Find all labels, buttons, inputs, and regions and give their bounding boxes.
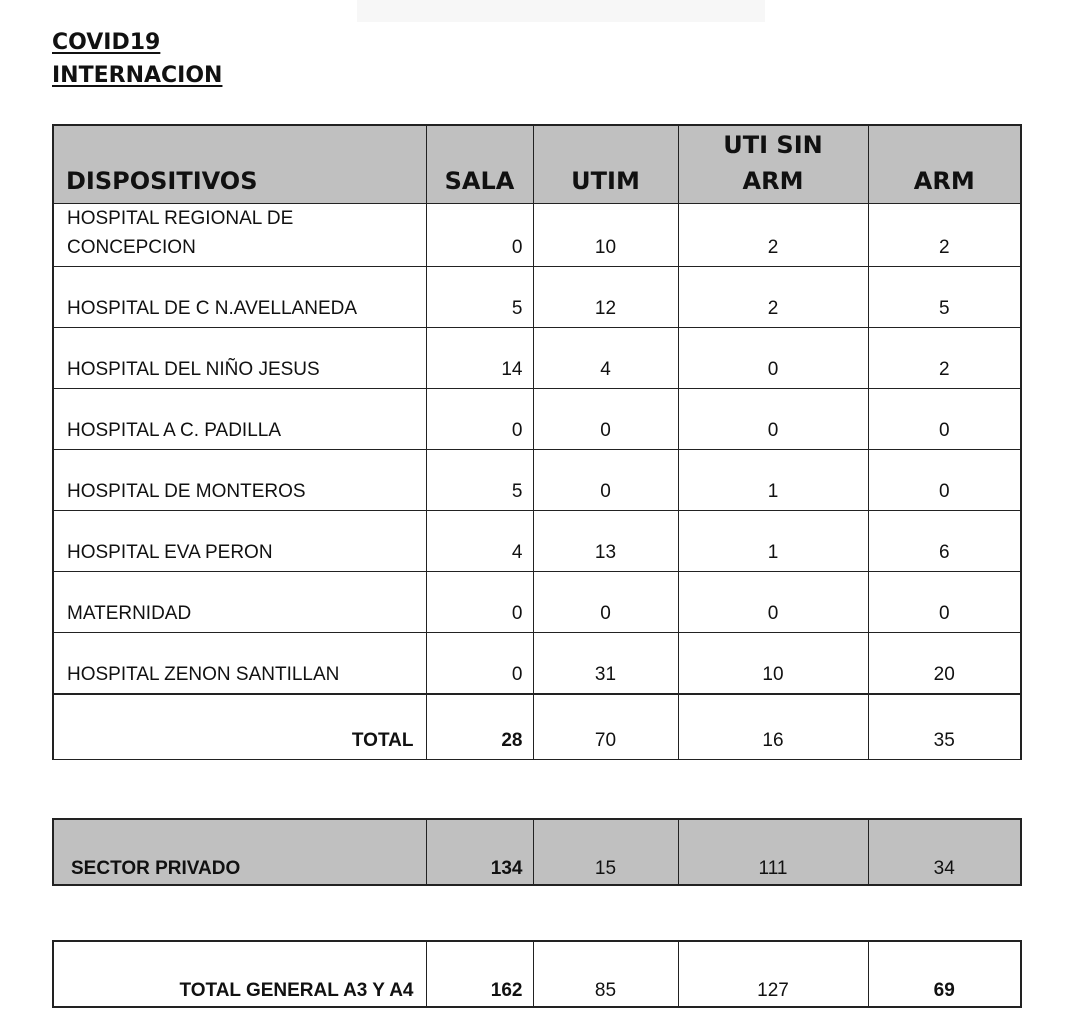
general-sala: 162 [426,941,533,1007]
private-sector-row [53,819,1021,885]
row-uti-sin-arm: 2 [678,267,868,328]
row-arm: 2 [868,328,1021,389]
table-row [53,389,1021,450]
table-row [53,511,1021,572]
header-sala: SALA [426,125,533,204]
private-sector-table [52,818,1022,886]
row-arm: 20 [868,633,1021,695]
row-sala: 14 [426,328,533,389]
row-utim: 13 [533,511,678,572]
total-row [53,694,1021,760]
table-header-row [53,125,1021,204]
row-uti-sin-arm: 1 [678,511,868,572]
total-arm: 35 [868,694,1021,760]
header-arm: ARM [868,125,1021,204]
row-arm: 5 [868,267,1021,328]
row-utim: 31 [533,633,678,695]
general-total-table [52,940,1022,1008]
row-utim: 4 [533,328,678,389]
row-uti-sin-arm: 0 [678,389,868,450]
row-name: HOSPITAL DE C N.AVELLANEDA [53,267,426,328]
total-utim: 70 [533,694,678,760]
row-arm: 0 [868,450,1021,511]
title-line-2: INTERNACION [52,63,223,88]
header-dispositivos: DISPOSITIVOS [53,125,426,204]
total-sala: 28 [426,694,533,760]
row-utim: 12 [533,267,678,328]
row-utim: 0 [533,450,678,511]
general-uti-sin-arm: 127 [678,941,868,1007]
row-sala: 5 [426,267,533,328]
row-sala: 4 [426,511,533,572]
row-arm: 2 [868,204,1021,267]
row-name: MATERNIDAD [53,572,426,633]
hospital-occupancy-table [52,124,1022,760]
row-sala: 5 [426,450,533,511]
table-row [53,267,1021,328]
row-uti-sin-arm: 2 [678,204,868,267]
row-sala: 0 [426,633,533,695]
document-title [52,26,222,92]
row-utim: 0 [533,572,678,633]
private-sector-label: SECTOR PRIVADO [53,819,426,885]
row-utim: 10 [533,204,678,267]
row-uti-sin-arm: 10 [678,633,868,695]
general-utim: 85 [533,941,678,1007]
private-uti-sin-arm: 111 [678,819,868,885]
total-label: TOTAL [53,694,426,760]
scan-smudge [357,0,765,22]
row-uti-sin-arm: 0 [678,572,868,633]
header-utim: UTIM [533,125,678,204]
private-utim: 15 [533,819,678,885]
row-name: HOSPITAL ZENON SANTILLAN [53,633,426,695]
general-total-label: TOTAL GENERAL A3 Y A4 [53,941,426,1007]
general-total-row [53,941,1021,1007]
row-arm: 0 [868,572,1021,633]
row-name: HOSPITAL A C. PADILLA [53,389,426,450]
row-name: HOSPITAL DE MONTEROS [53,450,426,511]
table-row [53,633,1021,695]
total-uti-sin-arm: 16 [678,694,868,760]
private-arm: 34 [868,819,1021,885]
general-arm: 69 [868,941,1021,1007]
row-sala: 0 [426,204,533,267]
row-utim: 0 [533,389,678,450]
table-row [53,204,1021,267]
row-arm: 0 [868,389,1021,450]
row-uti-sin-arm: 1 [678,450,868,511]
title-line-1: COVID19 [52,30,161,55]
row-uti-sin-arm: 0 [678,328,868,389]
table-row [53,328,1021,389]
table-row [53,572,1021,633]
row-name: HOSPITAL DEL NIÑO JESUS [53,328,426,389]
header-uti-sin-arm: UTI SIN ARM [678,125,868,204]
private-sala: 134 [426,819,533,885]
table-row [53,450,1021,511]
row-sala: 0 [426,572,533,633]
row-arm: 6 [868,511,1021,572]
row-sala: 0 [426,389,533,450]
row-name: HOSPITAL EVA PERON [53,511,426,572]
row-name: HOSPITAL REGIONAL DE CONCEPCION [53,204,426,267]
